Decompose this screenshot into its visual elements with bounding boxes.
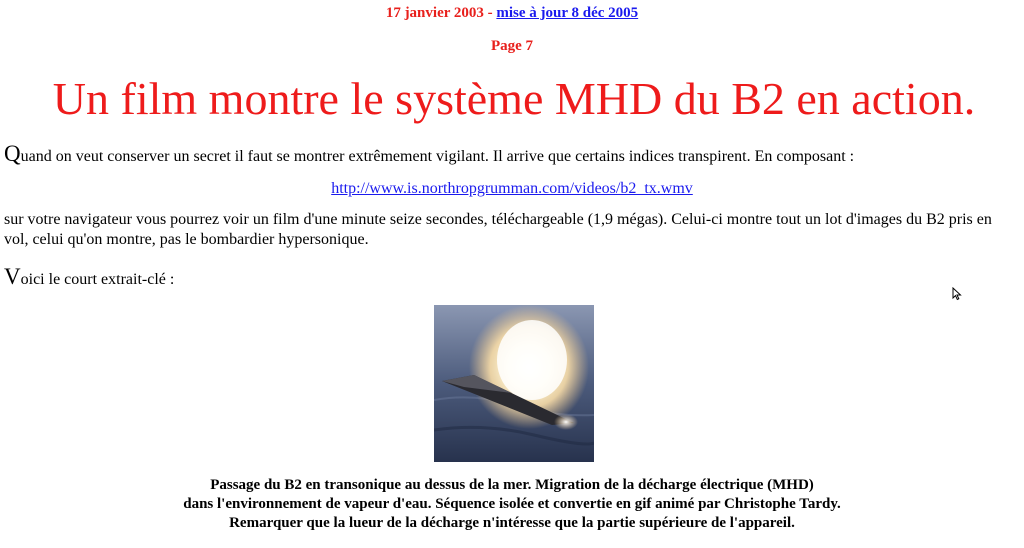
date-separator: - [483, 5, 497, 21]
caption-line: dans l'environnement de vapeur d'eau. Séquence isolée et convertie en gif animé par Christophe Tardy. [183, 496, 841, 512]
intro-paragraph [4, 141, 1014, 167]
page-number: Page 7 [490, 38, 534, 54]
dateline [0, 5, 1024, 22]
image-caption [0, 476, 1024, 533]
dropcap-letter: Q [4, 141, 21, 166]
description-paragraph: sur votre navigateur vous pourrez voir un film d'une minute seize secondes, téléchargeable (1,9 mégas). Celui-ci montre tout un lot d'images du B2 pris en vol, celui qu'on montre, pas le bombardier hypersonique. [4, 211, 992, 248]
dropcap-letter: V [4, 264, 21, 289]
page-title: Un film montre le système MHD du B2 en action. [52, 73, 976, 124]
update-link[interactable]: mise à jour 8 déc 2005 [496, 5, 639, 21]
mouse-pointer-icon [952, 287, 962, 306]
extract-text: oici le court extrait-clé : [20, 271, 175, 288]
intro-text: uand on veut conserver un secret il faut se montrer extrêmement vigilant. Il arrive que certains indices transpirent. En composant : [20, 148, 855, 165]
video-link-line [0, 180, 1024, 198]
caption-line: Remarquer que la lueur de la décharge n'intéresse que la partie supérieure de l'appareil. [229, 515, 795, 531]
video-link[interactable]: http://www.is.northropgrumman.com/videos/b2_tx.wmv [331, 180, 693, 197]
caption-line: Passage du B2 en transonique au dessus de la mer. Migration de la décharge électrique (MHD) [210, 477, 814, 493]
b2-animation-image [434, 305, 594, 462]
extract-paragraph [4, 264, 1014, 290]
date-text: 17 janvier 2003 [385, 5, 484, 21]
